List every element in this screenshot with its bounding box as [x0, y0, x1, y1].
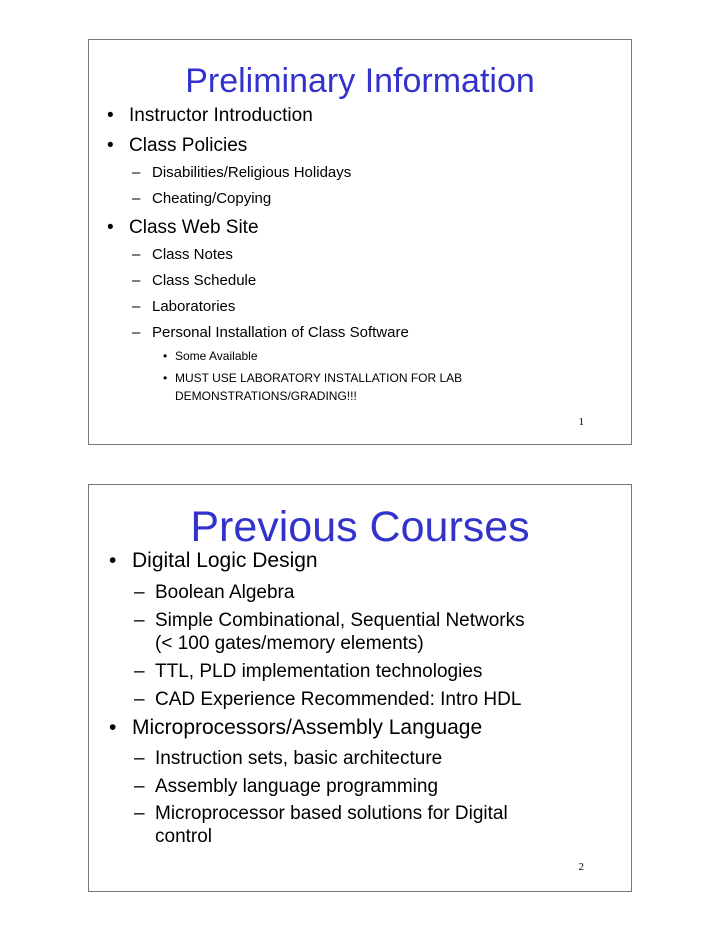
list-item	[134, 661, 482, 683]
list-item	[132, 190, 271, 207]
item-text: Microprocessor based solutions for Digital	[155, 803, 508, 824]
bullet-marker: •	[163, 371, 168, 385]
item-text: Class Policies	[129, 135, 248, 156]
item-text: Instruction sets, basic architecture	[155, 748, 443, 769]
page-number: 2	[578, 861, 584, 873]
list-item	[132, 272, 256, 289]
slide-title: Preliminary Information	[185, 62, 535, 100]
list-item	[132, 246, 233, 263]
bullet-marker: •	[107, 217, 114, 238]
dash-marker: –	[134, 689, 145, 710]
page-number: 1	[578, 416, 584, 428]
dash-marker: –	[134, 582, 145, 603]
item-text: Assembly language programming	[155, 776, 439, 797]
list-item	[132, 324, 409, 341]
dash-marker: –	[134, 748, 145, 769]
item-text: CAD Experience Recommended: Intro HDL	[155, 689, 522, 710]
list-item	[134, 803, 508, 825]
item-text: DEMONSTRATIONS/GRADING!!!	[175, 389, 357, 403]
bullet-marker: •	[107, 135, 114, 156]
item-text: Boolean Algebra	[155, 582, 295, 603]
bullet-marker: •	[109, 549, 117, 572]
list-item	[132, 164, 351, 181]
list-item-continuation	[155, 826, 212, 848]
item-text: Simple Combinational, Sequential Networks	[155, 610, 525, 631]
list-item	[109, 716, 482, 740]
list-item-continuation	[175, 389, 357, 403]
dash-marker: –	[132, 164, 141, 181]
list-item	[134, 689, 521, 711]
item-text: Class Web Site	[129, 217, 259, 238]
dash-marker: –	[132, 246, 141, 263]
item-text: MUST USE LABORATORY INSTALLATION FOR LAB	[175, 371, 463, 385]
list-item	[134, 748, 442, 770]
item-text: Digital Logic Design	[132, 549, 318, 572]
slide-preliminary-information	[88, 39, 632, 445]
dash-marker: –	[134, 610, 145, 631]
item-text: Class Notes	[152, 246, 233, 263]
dash-marker: –	[134, 661, 145, 682]
item-text: Personal Installation of Class Software	[152, 324, 409, 341]
item-text: (< 100 gates/memory elements)	[155, 633, 424, 654]
list-item	[132, 298, 235, 315]
dash-marker: –	[132, 272, 141, 289]
item-text: Class Schedule	[152, 272, 257, 289]
bullet-marker: •	[163, 349, 168, 363]
list-item	[107, 105, 313, 127]
bullet-marker: •	[109, 716, 117, 739]
dash-marker: –	[132, 324, 141, 341]
list-item	[134, 776, 438, 798]
list-item	[134, 582, 294, 604]
item-text: Some Available	[175, 349, 258, 363]
slide-title: Previous Courses	[190, 503, 530, 551]
item-text: TTL, PLD implementation technologies	[155, 661, 483, 682]
list-item	[163, 371, 462, 385]
item-text: Microprocessors/Assembly Language	[132, 716, 483, 739]
bullet-marker: •	[107, 105, 114, 126]
item-text: Cheating/Copying	[152, 190, 272, 207]
item-text: Disabilities/Religious Holidays	[152, 164, 352, 181]
list-item	[134, 610, 525, 632]
dash-marker: –	[134, 776, 145, 797]
item-text: Instructor Introduction	[129, 105, 313, 126]
list-item	[163, 349, 258, 363]
item-text: control	[155, 826, 213, 847]
list-item	[109, 549, 318, 573]
list-item-continuation	[155, 633, 424, 655]
list-item	[107, 135, 247, 157]
slide-previous-courses	[88, 484, 632, 892]
dash-marker: –	[132, 298, 141, 315]
list-item	[107, 217, 259, 239]
dash-marker: –	[134, 803, 145, 824]
item-text: Laboratories	[152, 298, 236, 315]
dash-marker: –	[132, 190, 141, 207]
